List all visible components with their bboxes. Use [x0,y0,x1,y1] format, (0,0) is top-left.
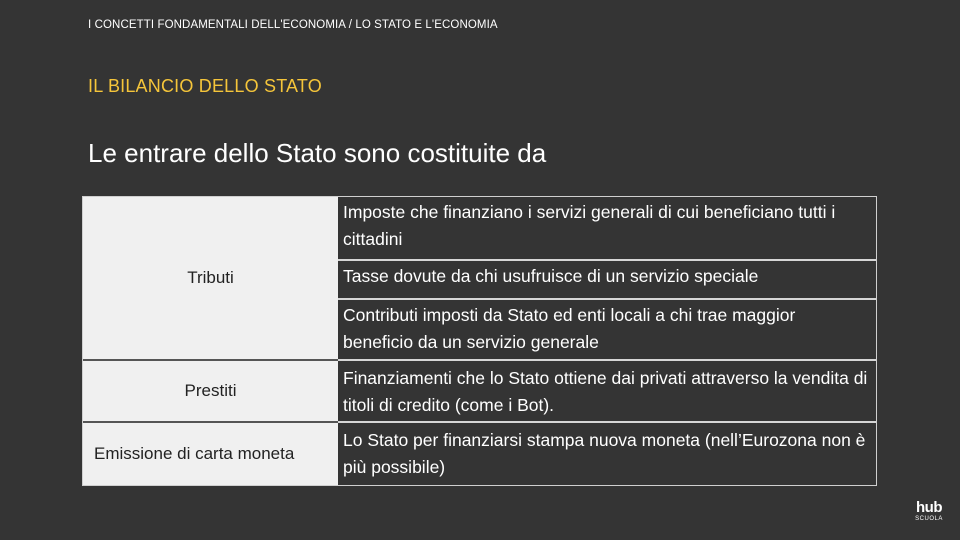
table-category-tributi [83,197,338,359]
row-divider [338,259,876,261]
table-cell-moneta: Lo Stato per finanziarsi stampa nuova moneta (nell’Eurozona non è più possibile) [338,427,876,485]
table-category-prestiti [83,361,338,421]
category-label: Tributi [187,268,234,287]
table-category-emissione [83,423,338,485]
section-title: IL BILANCIO DELLO STATO [88,76,323,96]
row-divider [338,298,876,300]
page-heading: Le entrare dello Stato sono costituite da [88,138,547,168]
table-cell-tasse: Tasse dovute da chi usufruisce di un servizio speciale [338,263,876,299]
revenue-table [82,196,877,486]
hub-scuola-logo [912,500,946,526]
row-divider [338,421,876,423]
category-label: Emissione di carta moneta [94,444,295,463]
table-cell-finanziamenti: Finanziamenti che lo Stato ottiene dai privati attraverso la vendita di titoli di credito (come i Bot). [338,365,876,423]
table-cell-contributi: Contributi imposti da Stato ed enti locali a chi trae maggior beneficio da un servizio generale [338,302,876,360]
category-label: Prestiti [184,381,237,400]
breadcrumb: I CONCETTI FONDAMENTALI DELL'ECONOMIA / LO STATO E L'ECONOMIA [88,19,498,31]
row-divider [338,359,876,361]
logo-main: hub [916,499,942,516]
table-cell-imposte: Imposte che finanziano i servizi generali di cui beneficiano tutti i cittadini [338,199,876,259]
logo-sub: SCUOLA [915,516,943,522]
